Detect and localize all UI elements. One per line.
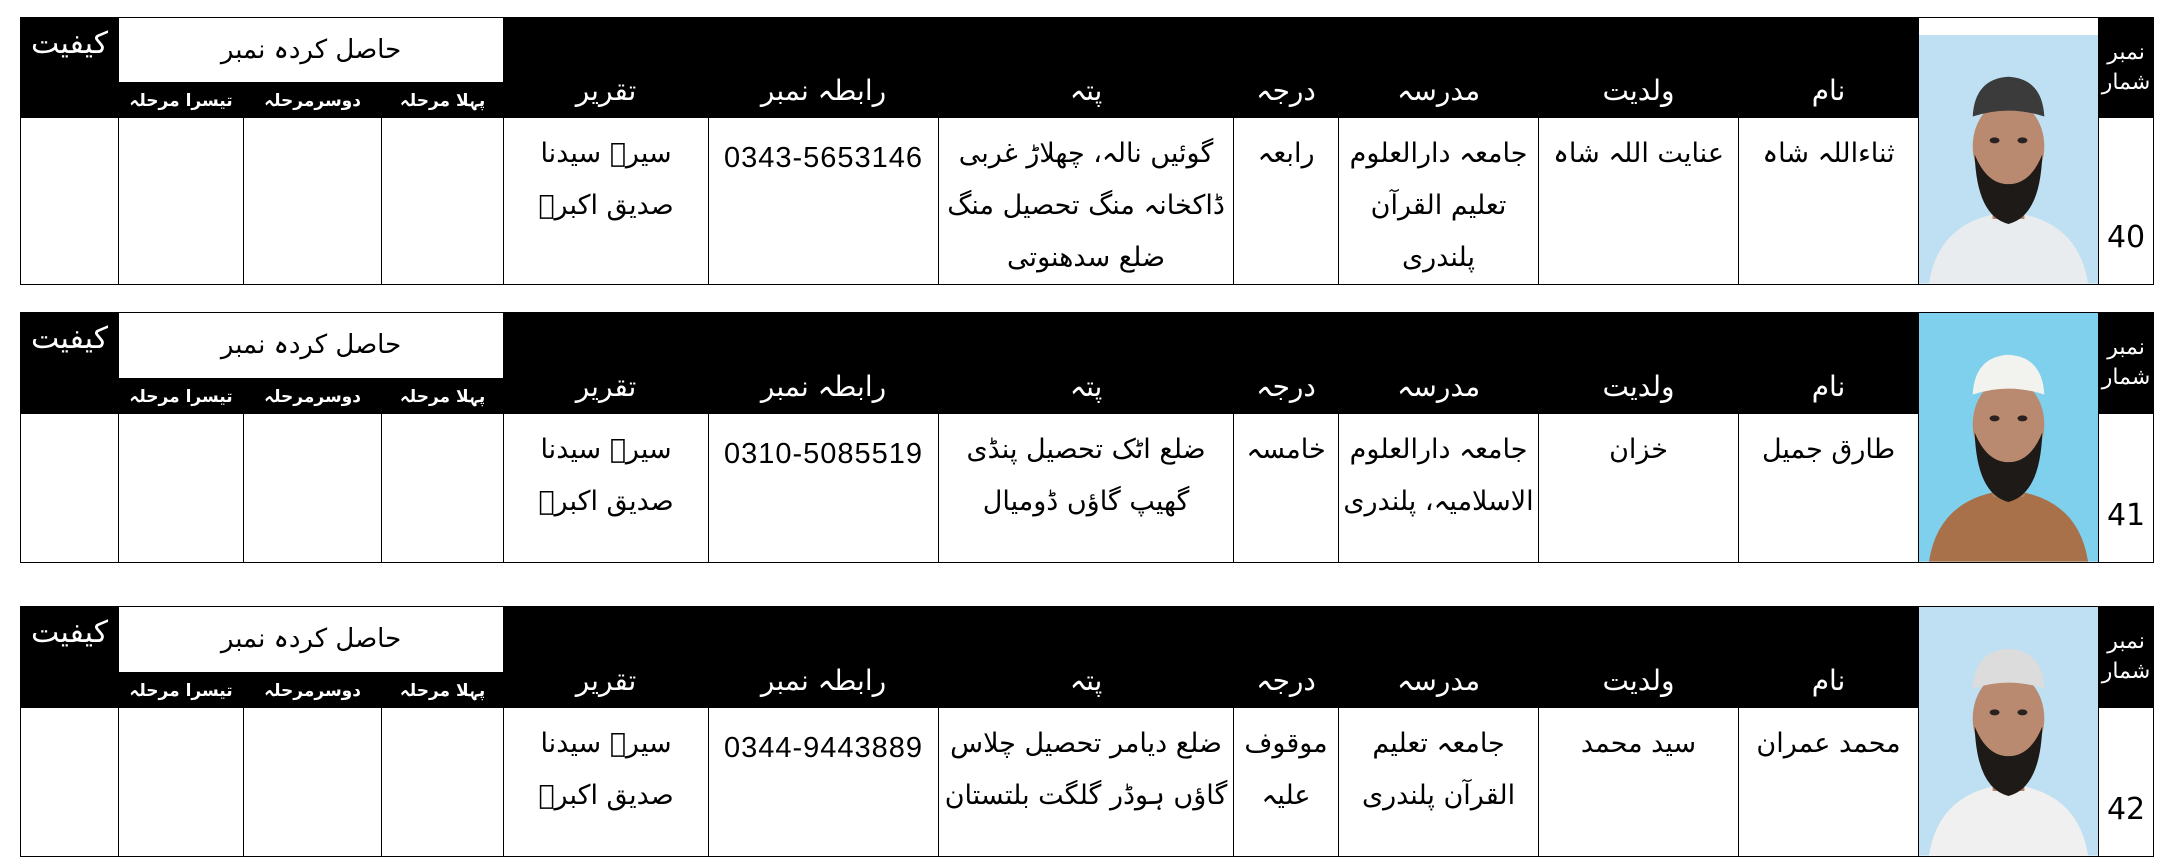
stage1-header: پہلا مرحلہ bbox=[382, 83, 504, 118]
portrait-graphic bbox=[1919, 607, 2098, 856]
marks-obtained-header: حاصل کردہ نمبر bbox=[119, 313, 504, 379]
madrasa-value: جامعہ تعلیم القرآن پلندری bbox=[1339, 708, 1539, 856]
student-photo bbox=[1919, 607, 2098, 856]
stage2-header: دوسرمرحلہ bbox=[244, 378, 382, 414]
speech-header: تقریر bbox=[504, 313, 709, 414]
madrasa-header: مدرسہ bbox=[1339, 607, 1539, 708]
grade-value: رابعہ bbox=[1234, 118, 1339, 285]
stage3-mark[interactable] bbox=[119, 118, 244, 285]
student-record bbox=[20, 17, 2153, 285]
serial-header: نمبر شمار bbox=[2099, 607, 2154, 708]
grade-header: درجہ bbox=[1234, 18, 1339, 118]
student-photo bbox=[1919, 35, 2098, 284]
stage1-mark[interactable] bbox=[382, 414, 504, 562]
madrasa-header: مدرسہ bbox=[1339, 18, 1539, 118]
address-value: ضلع دیامر تحصیل چلاس گاؤں ہوڈر گلگت بلتستان bbox=[939, 708, 1234, 856]
record-table bbox=[20, 606, 2154, 857]
name-header: نام bbox=[1739, 18, 1919, 118]
parentage-value: سید محمد bbox=[1539, 708, 1739, 856]
student-record bbox=[20, 312, 2153, 563]
parentage-value: خزان bbox=[1539, 414, 1739, 562]
phone-header: رابطہ نمبر bbox=[709, 18, 939, 118]
stage3-mark[interactable] bbox=[119, 708, 244, 856]
speech-value: سیرۃ سیدنا صدیق اکبرؓ bbox=[504, 414, 709, 562]
address-header: پتہ bbox=[939, 313, 1234, 414]
address-header: پتہ bbox=[939, 18, 1234, 118]
speech-value: سیرۃ سیدنا صدیق اکبرؓ bbox=[504, 708, 709, 856]
stage1-mark[interactable] bbox=[382, 118, 504, 285]
serial-header: نمبر شمار bbox=[2099, 313, 2154, 414]
speech-header: تقریر bbox=[504, 607, 709, 708]
phone-header: رابطہ نمبر bbox=[709, 313, 939, 414]
name-header: نام bbox=[1739, 313, 1919, 414]
address-header: پتہ bbox=[939, 607, 1234, 708]
speech-value: سیرۃ سیدنا صدیق اکبرؓ bbox=[504, 118, 709, 285]
serial-value: 41 bbox=[2099, 414, 2154, 562]
parentage-header: ولدیت bbox=[1539, 18, 1739, 118]
student-photo bbox=[1919, 313, 2098, 562]
remarks-value[interactable] bbox=[21, 414, 119, 562]
stage2-header: دوسرمرحلہ bbox=[244, 83, 382, 118]
madrasa-header: مدرسہ bbox=[1339, 313, 1539, 414]
record-table bbox=[20, 17, 2154, 285]
phone-value: 0343-5653146 bbox=[709, 118, 939, 285]
stage1-mark[interactable] bbox=[382, 708, 504, 856]
photo-cell bbox=[1919, 18, 2099, 285]
parentage-value: عنایت اللہ شاہ bbox=[1539, 118, 1739, 285]
serial-header: نمبر شمار bbox=[2099, 18, 2154, 118]
photo-cell bbox=[1919, 313, 2099, 563]
phone-value: 0310-5085519 bbox=[709, 414, 939, 562]
address-value: گوئیں نالہ، چھلاڑ غربی ڈاکخانہ منگ تحصیل منگ ضلع سدھنوتی bbox=[939, 118, 1234, 285]
address-value: ضلع اٹک تحصیل پنڈی گھیپ گاؤں ڈومیال bbox=[939, 414, 1234, 562]
stage3-mark[interactable] bbox=[119, 414, 244, 562]
stage1-header: پہلا مرحلہ bbox=[382, 672, 504, 708]
stage3-header: تیسرا مرحلہ bbox=[119, 672, 244, 708]
stage2-mark[interactable] bbox=[244, 708, 382, 856]
stage3-header: تیسرا مرحلہ bbox=[119, 378, 244, 414]
grade-value: موقوف علیہ bbox=[1234, 708, 1339, 856]
remarks-header: کیفیت bbox=[21, 313, 119, 414]
madrasa-value: جامعہ دارالعلوم تعلیم القرآن پلندری bbox=[1339, 118, 1539, 285]
serial-value: 42 bbox=[2099, 708, 2154, 856]
remarks-header: کیفیت bbox=[21, 607, 119, 708]
remarks-value[interactable] bbox=[21, 708, 119, 856]
stage2-mark[interactable] bbox=[244, 118, 382, 285]
name-value: ثناءاللہ شاہ bbox=[1739, 118, 1919, 285]
grade-header: درجہ bbox=[1234, 313, 1339, 414]
portrait-graphic bbox=[1919, 35, 2098, 284]
phone-header: رابطہ نمبر bbox=[709, 607, 939, 708]
parentage-header: ولدیت bbox=[1539, 313, 1739, 414]
remarks-header: کیفیت bbox=[21, 18, 119, 118]
student-record bbox=[20, 606, 2153, 857]
serial-value: 40 bbox=[2099, 118, 2154, 285]
madrasa-value: جامعہ دارالعلوم الاسلامیہ، پلندری bbox=[1339, 414, 1539, 562]
name-value: محمد عمران bbox=[1739, 708, 1919, 856]
stage1-header: پہلا مرحلہ bbox=[382, 378, 504, 414]
phone-value: 0344-9443889 bbox=[709, 708, 939, 856]
stage2-mark[interactable] bbox=[244, 414, 382, 562]
grade-header: درجہ bbox=[1234, 607, 1339, 708]
grade-value: خامسہ bbox=[1234, 414, 1339, 562]
stage3-header: تیسرا مرحلہ bbox=[119, 83, 244, 118]
photo-cell bbox=[1919, 607, 2099, 857]
portrait-graphic bbox=[1919, 313, 2098, 562]
stage2-header: دوسرمرحلہ bbox=[244, 672, 382, 708]
remarks-value[interactable] bbox=[21, 118, 119, 285]
speech-header: تقریر bbox=[504, 18, 709, 118]
name-value: طارق جمیل bbox=[1739, 414, 1919, 562]
marks-obtained-header: حاصل کردہ نمبر bbox=[119, 18, 504, 83]
record-table bbox=[20, 312, 2154, 563]
name-header: نام bbox=[1739, 607, 1919, 708]
marks-obtained-header: حاصل کردہ نمبر bbox=[119, 607, 504, 673]
parentage-header: ولدیت bbox=[1539, 607, 1739, 708]
